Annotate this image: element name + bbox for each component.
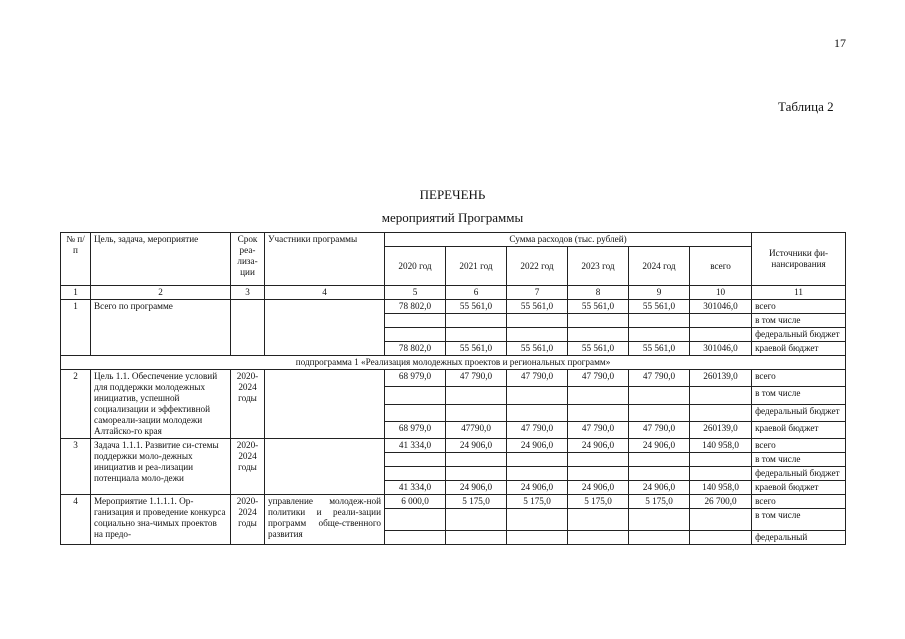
value-cell: 47 790,0 [507,421,568,438]
header-total: всего [690,247,752,286]
source-regional: краевой бюджет [752,481,846,495]
table-label: Таблица 2 [778,99,834,114]
value-cell: 24 906,0 [568,439,629,453]
header-participants: Участники программы [265,233,385,286]
column-number-row [61,286,846,300]
column-number: 10 [690,286,752,300]
value-cell: 301046,0 [690,342,752,356]
source-including: в том числе [752,314,846,328]
source-federal: федеральный бюджет [752,328,846,342]
column-number: 4 [265,286,385,300]
value-cell: 6 000,0 [385,495,446,509]
source-federal: федеральный [752,531,846,545]
value-cell: 41 334,0 [385,439,446,453]
value-cell: 24 906,0 [568,481,629,495]
subprogram-row [61,356,846,370]
row-name: Всего по программе [91,300,231,356]
value-cell: 47 790,0 [568,370,629,387]
value-cell: 55 561,0 [446,300,507,314]
header-term: Срок реа-лиза-ции [231,233,265,286]
source-federal: федеральный бюджет [752,404,846,421]
value-cell: 47 790,0 [568,421,629,438]
column-number: 2 [91,286,231,300]
row-participants: управление молодеж-ной политики и реали-зации программ обще-ственного развития [265,495,385,545]
row-participants [265,439,385,495]
row-name: Мероприятие 1.1.1.1. Ор-ганизация и проведение конкурса социально зна-чимых проектов на предо- [91,495,231,545]
value-cell: 24 906,0 [629,481,690,495]
value-cell: 78 802,0 [385,300,446,314]
header-year: 2021 год [446,247,507,286]
row-num: 4 [61,495,91,545]
value-cell: 47790,0 [446,421,507,438]
row-num: 3 [61,439,91,495]
value-cell: 47 790,0 [446,370,507,387]
header-costs: Сумма расходов (тыс. рублей) [385,233,752,247]
column-number: 7 [507,286,568,300]
column-number: 11 [752,286,846,300]
value-cell: 47 790,0 [629,370,690,387]
document-subtitle: мероприятий Программы [381,210,524,225]
value-cell: 55 561,0 [568,300,629,314]
source-federal: федеральный бюджет [752,467,846,481]
value-cell: 140 958,0 [690,439,752,453]
column-number: 1 [61,286,91,300]
column-number: 6 [446,286,507,300]
row-term [231,300,265,356]
value-cell: 55 561,0 [568,342,629,356]
header-num: № п/п [61,233,91,286]
source-regional: краевой бюджет [752,421,846,438]
header-year: 2020 год [385,247,446,286]
header-sources: Источники фи-нансирования [752,233,846,286]
source-total: всего [752,495,846,509]
table-row [61,439,846,453]
source-including: в том числе [752,387,846,404]
value-cell: 41 334,0 [385,481,446,495]
document-title: ПЕРЕЧЕНЬ [419,187,486,202]
value-cell: 55 561,0 [629,342,690,356]
table-row [61,370,846,387]
value-cell: 5 175,0 [507,495,568,509]
value-cell: 26 700,0 [690,495,752,509]
row-name: Задача 1.1.1. Развитие си-стемы поддержки моло-дежных инициатив и реа-лизации потенциала моло-дежи [91,439,231,495]
header-year: 2024 год [629,247,690,286]
table-row [61,495,846,509]
source-including: в том числе [752,453,846,467]
header-year: 2022 год [507,247,568,286]
value-cell: 55 561,0 [507,300,568,314]
column-number: 9 [629,286,690,300]
value-cell: 68 979,0 [385,421,446,438]
value-cell: 260139,0 [690,370,752,387]
row-num: 1 [61,300,91,356]
value-cell: 24 906,0 [446,481,507,495]
value-cell: 5 175,0 [629,495,690,509]
value-cell: 140 958,0 [690,481,752,495]
value-cell: 55 561,0 [629,300,690,314]
value-cell: 47 790,0 [507,370,568,387]
column-number: 8 [568,286,629,300]
value-cell: 55 561,0 [507,342,568,356]
row-name: Цель 1.1. Обеспечение условий для поддержки молодежных инициатив, успешной социализации и эффективной самореали-зации молодежи Алтайско-го края [91,370,231,439]
value-cell: 68 979,0 [385,370,446,387]
column-number: 5 [385,286,446,300]
value-cell: 5 175,0 [568,495,629,509]
value-cell: 55 561,0 [446,342,507,356]
row-term: 2020-2024 годы [231,439,265,495]
source-including: в том числе [752,509,846,531]
value-cell: 24 906,0 [507,481,568,495]
source-total: всего [752,439,846,453]
row-num: 2 [61,370,91,439]
row-participants [265,300,385,356]
page-number: 17 [834,36,846,50]
row-term: 2020-2024 годы [231,495,265,545]
column-number: 3 [231,286,265,300]
value-cell: 47 790,0 [629,421,690,438]
value-cell: 301046,0 [690,300,752,314]
value-cell: 78 802,0 [385,342,446,356]
header-year: 2023 год [568,247,629,286]
header-goal: Цель, задача, мероприятие [91,233,231,286]
value-cell: 260139,0 [690,421,752,438]
table-row [61,300,846,314]
source-regional: краевой бюджет [752,342,846,356]
row-participants [265,370,385,439]
source-total: всего [752,300,846,314]
header-row [61,233,846,247]
subprogram-label: подпрограмма 1 «Реализация молодежных проектов и региональных программ» [61,356,846,370]
value-cell: 24 906,0 [507,439,568,453]
source-total: всего [752,370,846,387]
value-cell: 5 175,0 [446,495,507,509]
value-cell: 24 906,0 [629,439,690,453]
measures-table [60,232,846,545]
value-cell: 24 906,0 [446,439,507,453]
row-term: 2020-2024 годы [231,370,265,439]
